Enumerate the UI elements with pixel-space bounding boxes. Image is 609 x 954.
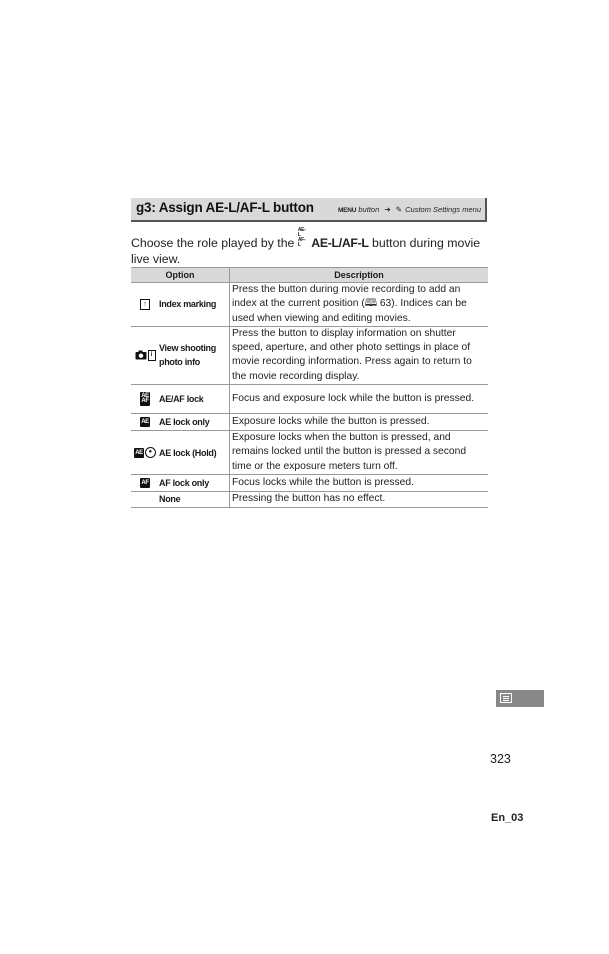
hold-icon: ● <box>145 447 156 458</box>
column-header-option: Option <box>131 268 230 283</box>
menu-guide-tab[interactable] <box>496 690 544 707</box>
camera-icon <box>135 350 147 360</box>
table-row <box>131 326 488 384</box>
ae-lock-icon: AE <box>141 419 149 426</box>
page-number: 323 <box>490 752 511 766</box>
info-icon: i <box>148 350 156 361</box>
table-row <box>131 385 488 414</box>
table-row <box>131 431 488 475</box>
option-label: Index marking <box>159 299 217 310</box>
table-row <box>131 414 488 431</box>
option-description: Focus locks while the button is pressed. <box>230 474 489 491</box>
option-label: View shooting photo info <box>159 343 216 368</box>
button-text: button <box>358 205 380 214</box>
section-header <box>131 198 487 222</box>
intro-button-name: AE-L/AF-L <box>311 236 369 250</box>
ae-lock-hold-icon: AE ● <box>131 447 159 458</box>
index-marking-icon: ↑ <box>131 299 159 310</box>
option-label: AF lock only <box>159 477 209 488</box>
table-row <box>131 283 488 327</box>
table-header-row <box>131 268 488 283</box>
table-row <box>131 491 488 507</box>
intro-text-after: button during movie live view. <box>131 236 481 266</box>
intro-text-before: Choose the role played by the <box>131 236 298 250</box>
camera-info-icon <box>131 350 159 361</box>
table-row <box>131 474 488 491</box>
ae-af-lock-icon: AE AF <box>141 393 149 405</box>
section-title: g3: Assign AE-L/AF-L button <box>136 200 314 215</box>
option-label: None <box>159 494 181 505</box>
option-description: Press the button to display information on shutter speed, aperture, and other photo settings in place of movie recording information. Press again to return to the movie recording display. <box>230 326 489 384</box>
options-table <box>131 267 488 508</box>
page-ref: 63 <box>379 298 392 310</box>
intro-paragraph <box>131 228 491 267</box>
arrow-icon: ➜ <box>384 205 391 214</box>
af-lock-icon: AF <box>141 479 149 486</box>
option-description: Focus and exposure lock while the button is pressed. <box>230 385 489 414</box>
option-description: Press the button during movie recording to add an index at the current position (🕮 63). Indices can be used when viewing and editing movies. <box>230 283 489 327</box>
book-icon: 🕮 <box>364 298 380 310</box>
ae-l-af-l-button-icon: AE-L AF-L <box>297 227 306 248</box>
option-description: Exposure locks while the button is pressed. <box>230 414 489 431</box>
menu-path-name: Custom Settings menu <box>405 205 481 214</box>
option-label: AE lock only <box>159 417 210 428</box>
option-label: AE/AF lock <box>159 394 204 405</box>
menu-button-label: MENU <box>337 207 357 214</box>
option-description: Exposure locks when the button is pressed, and remains locked until the button is pressed a second time or the exposure meters turn off. <box>230 431 489 475</box>
menu-path <box>338 205 481 214</box>
option-label: AE lock (Hold) <box>159 447 217 458</box>
pencil-icon: ✎ <box>395 205 403 214</box>
column-header-description: Description <box>230 268 489 283</box>
menu-list-icon <box>500 693 512 703</box>
option-description: Pressing the button has no effect. <box>230 491 489 507</box>
footer-code: En_03 <box>491 812 524 824</box>
